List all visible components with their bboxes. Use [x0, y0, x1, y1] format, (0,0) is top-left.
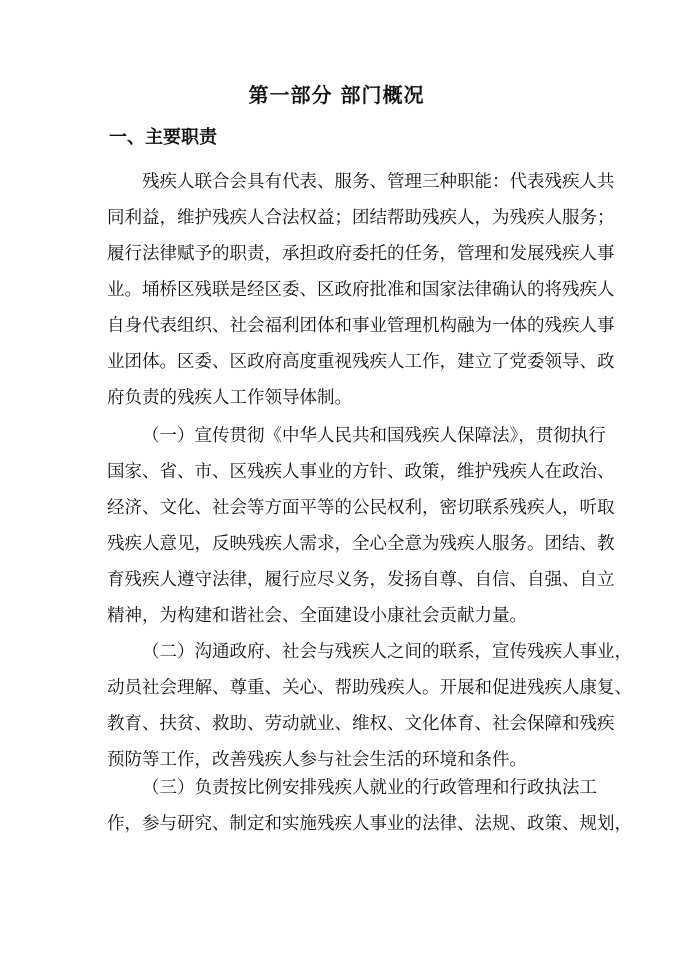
section-heading: 一、主要职责 — [109, 127, 217, 148]
paragraph-line: 府负责的残疾人工作领导体制。 — [107, 388, 352, 408]
paragraph-line: 教育、扶贫、救助、劳动就业、维权、文化体育、社会保障和残疾 — [107, 714, 615, 734]
page-title: 第一部分 部门概况 — [248, 83, 425, 107]
paragraph-line: （二）沟通政府、社会与残疾人之间的联系，宣传残疾人事业， — [142, 642, 632, 662]
paragraph-line: 预防等工作，改善残疾人参与社会生活的环境和条件。 — [107, 750, 527, 770]
paragraph-line: 动员社会理解、尊重、关心、帮助残疾人。开展和促进残疾人康复、 — [107, 678, 632, 698]
paragraph-line: 残疾人联合会具有代表、服务、管理三种职能：代表残疾人共 — [142, 172, 615, 192]
paragraph-line: 作，参与研究、制定和实施残疾人事业的法律、法规、政策、规划， — [107, 814, 632, 834]
paragraph-line: 精神，为构建和谐社会、全面建设小康社会贡献力量。 — [107, 606, 527, 626]
paragraph-item-2 — [107, 634, 632, 778]
paragraph-line: 经济、文化、社会等方面平等的公民权利，密切联系残疾人，听取 — [107, 498, 615, 518]
paragraph-line: （三）负责按比例安排残疾人就业的行政管理和行政执法工 — [142, 778, 597, 798]
paragraph-item-1 — [107, 418, 615, 634]
paragraph-line: （一）宣传贯彻《中华人民共和国残疾人保障法》，贯彻执行 — [142, 426, 606, 446]
paragraph-line: 残疾人意见，反映残疾人需求，全心全意为残疾人服务。团结、教 — [107, 534, 615, 554]
paragraph-item-3 — [107, 770, 632, 842]
paragraph-line: 同利益，维护残疾人合法权益；团结帮助残疾人，为残疾人服务； — [107, 208, 615, 228]
paragraph-line: 业团体。区委、区政府高度重视残疾人工作，建立了党委领导、政 — [107, 352, 615, 372]
paragraph-line: 业。埇桥区残联是经区委、区政府批准和国家法律确认的将残疾人 — [107, 280, 615, 300]
paragraph-line: 自身代表组织、社会福利团体和事业管理机构融为一体的残疾人事 — [107, 316, 615, 336]
paragraph-line: 育残疾人遵守法律，履行应尽义务，发扬自尊、自信、自强、自立 — [107, 570, 615, 590]
paragraph-line: 履行法律赋予的职责，承担政府委托的任务，管理和发展残疾人事 — [107, 244, 615, 264]
paragraph-intro — [107, 164, 615, 416]
paragraph-line: 国家、省、市、区残疾人事业的方针、政策，维护残疾人在政治、 — [107, 462, 615, 482]
